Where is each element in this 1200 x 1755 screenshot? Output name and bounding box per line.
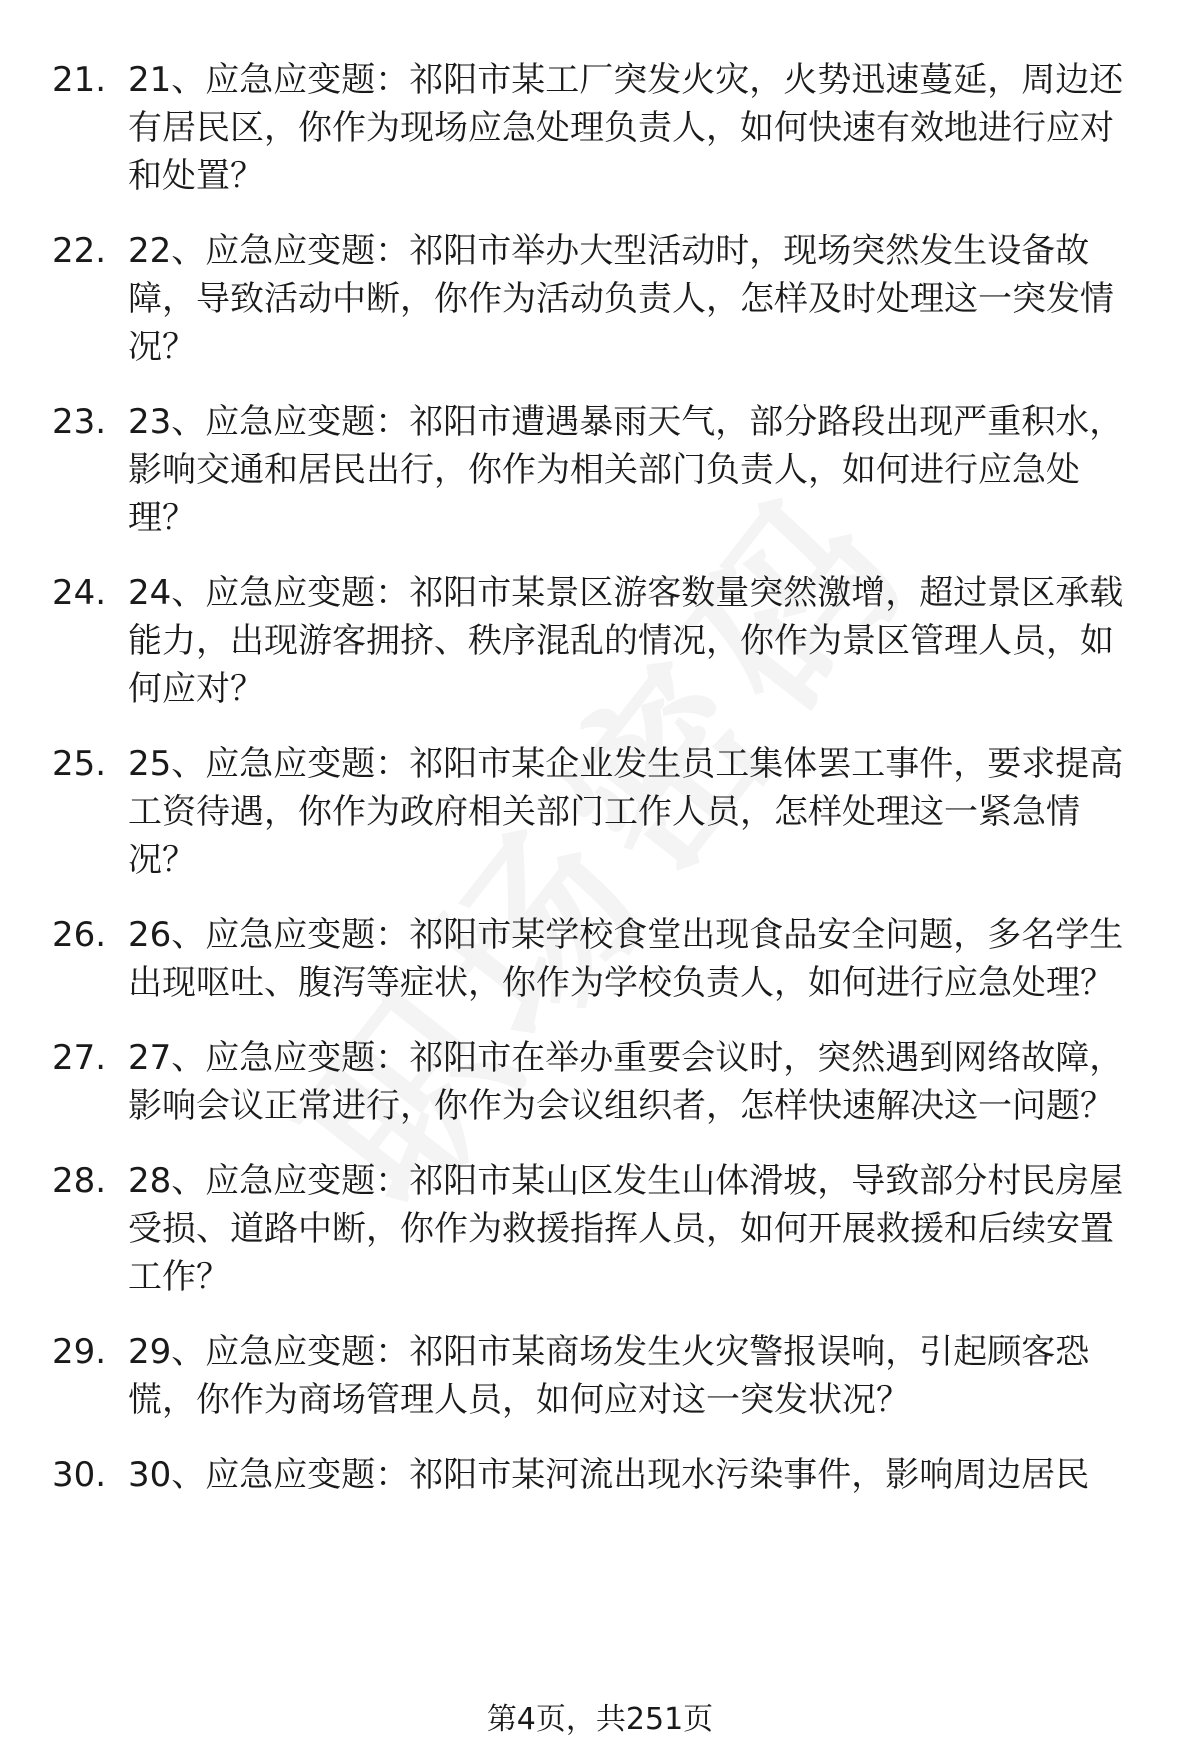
question-text: 22、应急应变题：祁阳市举办大型活动时，现场突然发生设备故障，导致活动中断，你作为活动负责人，怎样及时处理这一突发情况？ <box>128 231 1114 367</box>
question-item <box>0 56 1200 200</box>
question-text: 24、应急应变题：祁阳市某景区游客数量突然激增，超过景区承载能力，出现游客拥挤、秩序混乱的情况，你作为景区管理人员，如何应对？ <box>128 573 1124 709</box>
question-number: 29. <box>52 1332 107 1372</box>
question-item <box>0 911 1200 1007</box>
question-text: 30、应急应变题：祁阳市某河流出现水污染事件，影响周边居民 <box>128 1455 1090 1495</box>
question-item <box>0 1451 1200 1499</box>
question-item <box>0 398 1200 542</box>
question-text: 23、应急应变题：祁阳市遭遇暴雨天气，部分路段出现严重积水，影响交通和居民出行，你作为相关部门负责人，如何进行应急处理？ <box>128 402 1124 538</box>
question-text: 25、应急应变题：祁阳市某企业发生员工集体罢工事件，要求提高工资待遇，你作为政府相关部门工作人员，怎样处理这一紧急情况？ <box>128 744 1124 880</box>
page-footer: 第4页，共251页 <box>486 1702 714 1737</box>
question-text: 28、应急应变题：祁阳市某山区发生山体滑坡，导致部分村民房屋受损、道路中断，你作为救援指挥人员，如何开展救援和后续安置工作？ <box>128 1161 1124 1297</box>
question-number: 26. <box>52 915 107 955</box>
question-item <box>0 1034 1200 1130</box>
question-number: 21. <box>52 60 107 100</box>
question-number: 30. <box>52 1455 107 1495</box>
question-item <box>0 1328 1200 1424</box>
question-item <box>0 569 1200 713</box>
question-number: 27. <box>52 1038 107 1078</box>
question-item <box>0 1157 1200 1301</box>
question-number: 24. <box>52 573 107 613</box>
question-item <box>0 227 1200 371</box>
question-number: 22. <box>52 231 107 271</box>
question-number: 23. <box>52 402 107 442</box>
question-text: 21、应急应变题：祁阳市某工厂突发火灾，火势迅速蔓延，周边还有居民区，你作为现场应急处理负责人，如何快速有效地进行应对和处置？ <box>128 60 1124 196</box>
question-text: 29、应急应变题：祁阳市某商场发生火灾警报误响，引起顾客恐慌，你作为商场管理人员，如何应对这一突发状况？ <box>128 1332 1090 1420</box>
question-number: 28. <box>52 1161 107 1201</box>
question-text: 26、应急应变题：祁阳市某学校食堂出现食品安全问题，多名学生出现呕吐、腹泻等症状，你作为学校负责人，如何进行应急处理？ <box>128 915 1124 1003</box>
question-text: 27、应急应变题：祁阳市在举办重要会议时，突然遇到网络故障，影响会议正常进行，你作为会议组织者，怎样快速解决这一问题？ <box>128 1038 1124 1126</box>
question-item <box>0 740 1200 884</box>
question-number: 25. <box>52 744 107 784</box>
question-list <box>0 56 1200 1526</box>
